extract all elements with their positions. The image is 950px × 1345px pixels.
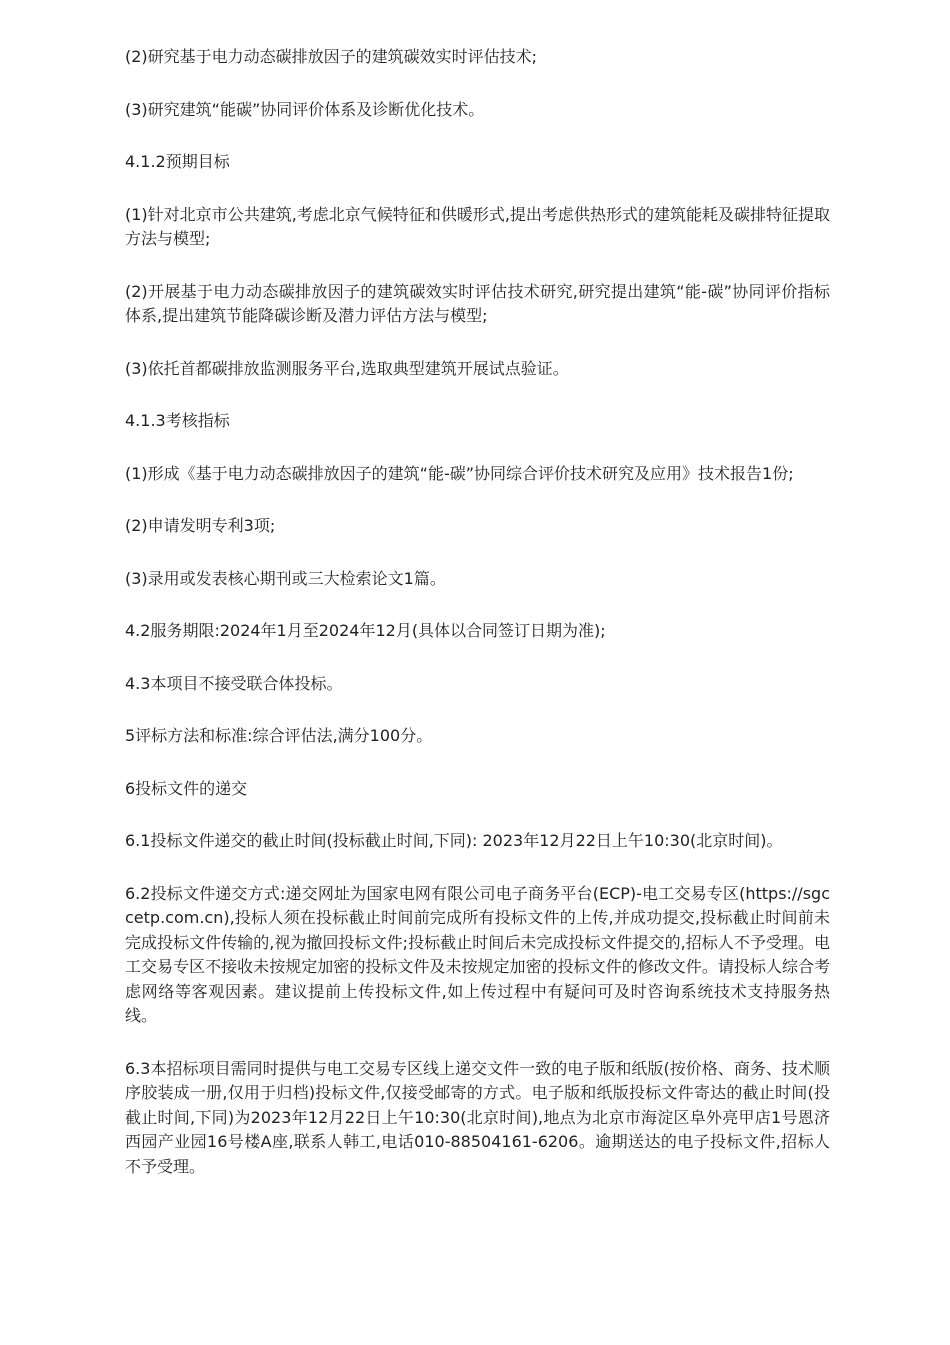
paragraph-research-2: (2)研究基于电力动态碳排放因子的建筑碳效实时评估技术; [125, 47, 538, 66]
paragraph-goal-1: (1)针对北京市公共建筑,考虑北京气候特征和供暖形式,提出考虑供热形式的建筑能耗及碳排特征提取方法与模型; [125, 204, 830, 248]
section-heading-expected-goals: 4.1.2预期目标 [125, 152, 230, 171]
paragraph-goal-2: (2)开展基于电力动态碳排放因子的建筑碳效实时评估技术研究,研究提出建筑“能-碳”协同评价指标体系,提出建筑节能降碳诊断及潜力评估方法与模型; [125, 281, 830, 325]
paragraph-assessment-3: (3)录用或发表核心期刊或三大检索论文1篇。 [125, 568, 446, 588]
paragraph-submission-method: 6.2投标文件递交方式:递交网址为国家电网有限公司电子商务平台(ECP)-电工交易专区(https://sgccetp.com.cn),投标人须在投标截止时间前完成所有投标文件的上传,并成功提交,投标截止时间前未完成投标文件传输的,视为撤回投标文件;投标截止时间后未完成投标文件提交的,招标人不予受理。电工交易专区不接收未按规定加密的投标文件及未按规定加密的投标文件的修改文件。请投标人综合考虑网络等客观因素。建议提前上传投标文件,如上传过程中有疑问可及时咨询系统技术支持服务热线。 [125, 883, 830, 1025]
section-heading-assessment: 4.1.3考核指标 [125, 411, 230, 430]
paragraph-no-consortium: 4.3本项目不接受联合体投标。 [125, 673, 343, 693]
paragraph-evaluation-method: 5评标方法和标准:综合评估法,满分100分。 [125, 726, 433, 745]
paragraph-research-3: (3)研究建筑“能碳”协同评价体系及诊断优化技术。 [125, 99, 485, 119]
paragraph-assessment-2: (2)申请发明专利3项; [125, 516, 276, 535]
paragraph-paper-submission: 6.3本招标项目需同时提供与电工交易专区线上递交文件一致的电子版和纸版(按价格、商务、技术顺序胶装成一册,仅用于归档)投标文件,仅接受邮寄的方式。电子版和纸版投标文件寄达的截止时间(投截止时间,下同)为2023年12月22日上午10:30(北京时间),地点为北京市海淀区阜外亮甲店1号恩济西园产业园16号楼A座,联系人韩工,电话010-88504161-6206。逾期送达的电子投标文件,招标人不予受理。 [125, 1058, 830, 1176]
paragraph-assessment-1: (1)形成《基于电力动态碳排放因子的建筑“能-碳”协同综合评价技术研究及应用》技术报告1份; [125, 463, 794, 483]
section-heading-submission: 6投标文件的递交 [125, 778, 248, 798]
document-page [125, 45, 830, 1207]
paragraph-service-period: 4.2服务期限:2024年1月至2024年12月(具体以合同签订日期为准); [125, 621, 606, 640]
paragraph-deadline: 6.1投标文件递交的截止时间(投标截止时间,下同): 2023年12月22日上午10:30(北京时间)。 [125, 831, 783, 850]
paragraph-goal-3: (3)依托首都碳排放监测服务平台,选取典型建筑开展试点验证。 [125, 358, 569, 378]
